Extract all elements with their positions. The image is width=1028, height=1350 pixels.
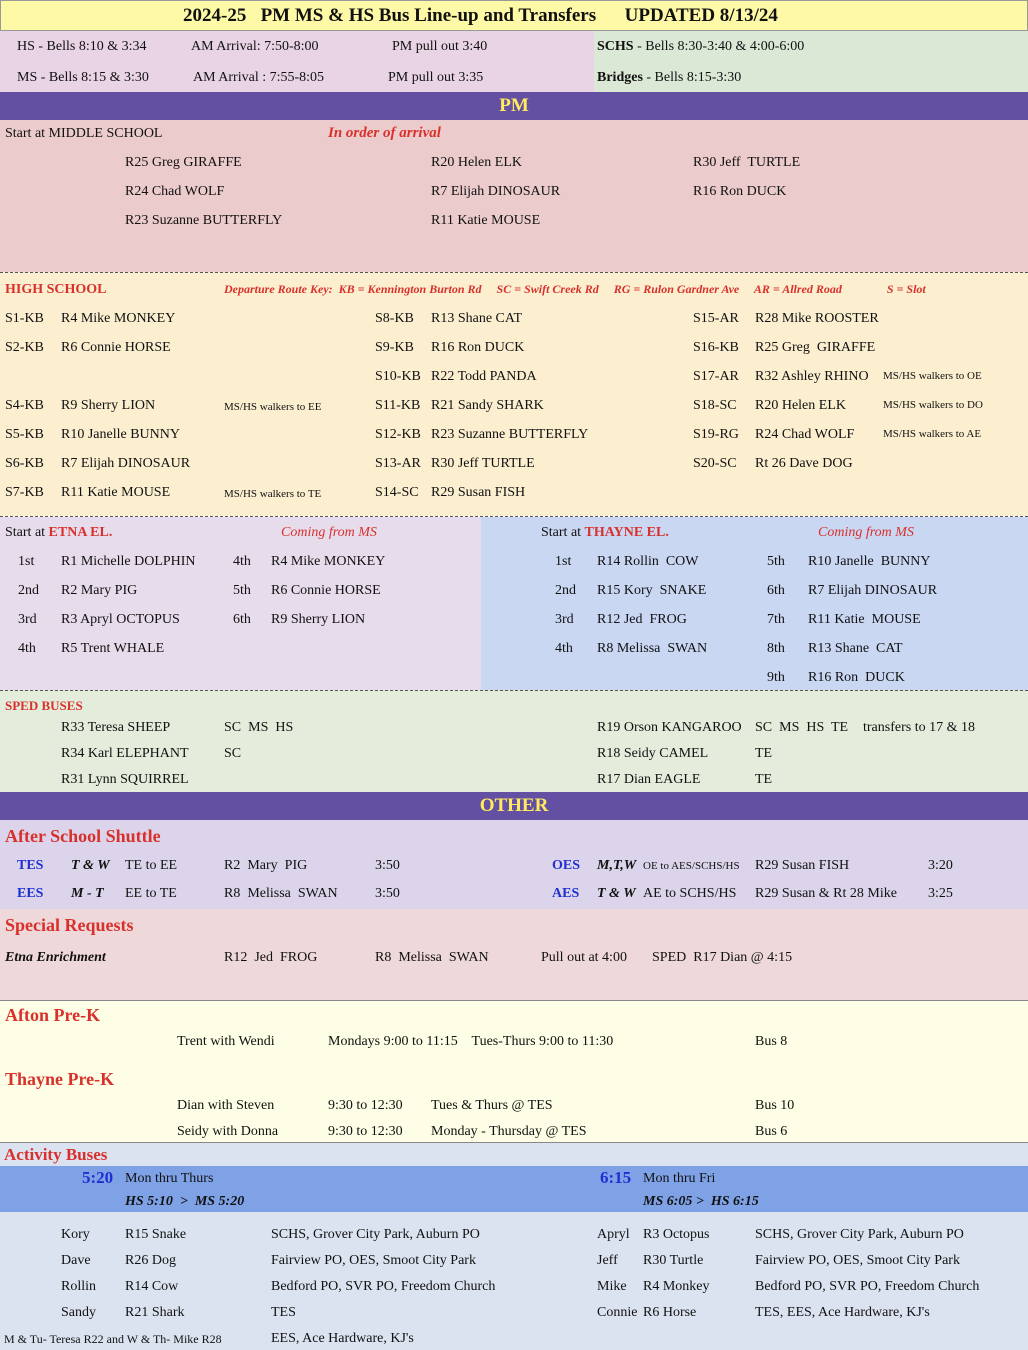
- ms-bus-item: R20 Helen ELK: [431, 155, 522, 170]
- prek-days: Tues & Thurs @ TES: [431, 1098, 553, 1113]
- thayne-start: [541, 525, 669, 541]
- hs-slot: S12-KB: [375, 427, 421, 442]
- special-bus-1: R12 Jed FROG: [224, 950, 318, 965]
- activity-bus: R15 Snake: [125, 1227, 187, 1242]
- afton-bus: Bus 8: [755, 1034, 788, 1049]
- lineup-order: 4th: [18, 641, 36, 656]
- other-section-bar: OTHER: [0, 792, 1028, 820]
- ms-bus-item: R23 Suzanne BUTTERFLY: [125, 213, 283, 228]
- shuttle-route: OE to AES/SCHS/HS: [643, 860, 740, 872]
- sped-section: [0, 690, 1028, 792]
- activity-stops: SCHS, Grover City Park, Auburn PO: [271, 1227, 480, 1242]
- sped-bus: R17 Dian EAGLE: [597, 772, 701, 787]
- sped-destination: SC MS HS TE: [755, 720, 849, 735]
- sped-bus: R33 Teresa SHEEP: [61, 720, 171, 735]
- shuttle-time: 3:50: [375, 886, 400, 901]
- activity-driver: Sandy: [61, 1305, 96, 1320]
- hs-slot: S1-KB: [5, 311, 44, 326]
- hs-bus: R13 Shane CAT: [431, 311, 522, 326]
- schs-label: SCHS: [597, 39, 634, 54]
- lineup-order: 3rd: [18, 612, 37, 627]
- afton-who: Trent with Wendi: [177, 1034, 275, 1049]
- shuttle-section: [0, 820, 1028, 909]
- bridges-bells: [597, 70, 741, 86]
- prek-who: Dian with Steven: [177, 1098, 275, 1113]
- ms-bus-item: R7 Elijah DINOSAUR: [431, 184, 561, 199]
- lineup-bus: R10 Janelle BUNNY: [808, 554, 931, 569]
- hs-slot: S18-SC: [693, 398, 737, 413]
- high-school-section: [0, 272, 1028, 516]
- lineup-order: 1st: [18, 554, 35, 569]
- lineup-order: 2nd: [555, 583, 576, 598]
- hs-bus: R30 Jeff TURTLE: [431, 456, 535, 471]
- special-pullout: Pull out at 4:00: [541, 950, 627, 965]
- ms-am-arrival: AM Arrival : 7:55-8:05: [193, 70, 325, 85]
- thayne-start-text: Start at: [541, 525, 585, 540]
- schs-text: - Bells 8:30-3:40 & 4:00-6:00: [633, 39, 805, 54]
- activity-header: [0, 1166, 1028, 1212]
- lineup-order: 1st: [555, 554, 572, 569]
- hs-bus: R29 Susan FISH: [431, 485, 526, 500]
- activity-stops: Fairview PO, OES, Smoot City Park: [271, 1253, 476, 1268]
- activity-section: [0, 1143, 1028, 1350]
- hs-bus: R4 Mike MONKEY: [61, 311, 176, 326]
- activity-bus: R14 Cow: [125, 1279, 179, 1294]
- lineup-order: 2nd: [18, 583, 39, 598]
- lineup-bus: R16 Ron DUCK: [808, 670, 905, 685]
- pm-section-bar: PM: [0, 92, 1028, 120]
- hs-walker-note: MS/HS walkers to EE: [224, 401, 322, 413]
- afton-label: Afton Pre-K: [5, 1005, 101, 1025]
- route-key: Departure Route Key: KB = Kennington Burton Rd SC = Swift Creek Rd RG = Rulon Gardner Ave AR = Allred Road S = Slot: [224, 282, 926, 296]
- bridges-text: - Bells 8:15-3:30: [642, 70, 742, 85]
- prek-bus: Bus 10: [755, 1098, 795, 1113]
- activity-stops: Bedford PO, SVR PO, Freedom Church: [271, 1279, 496, 1294]
- lineup-bus: R5 Trent WHALE: [61, 641, 165, 656]
- hs-slot: S10-KB: [375, 369, 421, 384]
- lineup-order: 9th: [767, 670, 785, 685]
- hs-slot: S11-KB: [375, 398, 421, 413]
- activity-right-days: Mon thru Fri: [643, 1171, 716, 1186]
- prek-who: Seidy with Donna: [177, 1124, 279, 1139]
- hs-slot: S19-RG: [693, 427, 739, 442]
- lineup-bus: R14 Rollin COW: [597, 554, 699, 569]
- hs-bus: R20 Helen ELK: [755, 398, 846, 413]
- activity-last-stops: EES, Ace Hardware, KJ's: [271, 1331, 414, 1346]
- hs-bus: R25 Greg GIRAFFE: [755, 340, 876, 355]
- shuttle-days: T & W: [71, 858, 110, 873]
- shuttle-label: After School Shuttle: [5, 826, 161, 846]
- shuttle-days: M,T,W: [597, 858, 637, 873]
- lineup-bus: R6 Connie HORSE: [271, 583, 381, 598]
- hs-walker-note: MS/HS walkers to DO: [883, 399, 983, 411]
- hs-bus: R22 Todd PANDA: [431, 369, 537, 384]
- lineup-order: 6th: [233, 612, 251, 627]
- hs-bus: R32 Ashley RHINO: [755, 369, 869, 384]
- sped-destination: TE: [755, 746, 773, 761]
- lineup-bus: R4 Mike MONKEY: [271, 554, 386, 569]
- lineup-bus: R8 Melissa SWAN: [597, 641, 708, 656]
- hs-slot: S14-SC: [375, 485, 419, 500]
- shuttle-route: EE to TE: [125, 886, 177, 901]
- activity-driver: Dave: [61, 1253, 91, 1268]
- shuttle-time: 3:25: [928, 886, 953, 901]
- activity-bus: R3 Octopus: [643, 1227, 710, 1242]
- prek-time: 9:30 to 12:30: [328, 1098, 403, 1113]
- hs-walker-note: MS/HS walkers to OE: [883, 370, 982, 382]
- activity-bus: R6 Horse: [643, 1305, 697, 1320]
- hs-slot: S9-KB: [375, 340, 414, 355]
- activity-stops: Bedford PO, SVR PO, Freedom Church: [755, 1279, 980, 1294]
- elementary-section: [0, 516, 1028, 690]
- afton-times: Mondays 9:00 to 11:15 Tues-Thurs 9:00 to 11:30: [328, 1034, 614, 1049]
- etna-name: ETNA EL.: [48, 525, 113, 540]
- sped-destination: SC: [224, 746, 242, 761]
- activity-bus: R30 Turtle: [643, 1253, 704, 1268]
- activity-left-days: Mon thru Thurs: [125, 1171, 214, 1186]
- shuttle-school: AES: [552, 886, 580, 901]
- hs-bus: R24 Chad WOLF: [755, 427, 855, 442]
- hs-slot: S15-AR: [693, 311, 739, 326]
- title-bar: [0, 0, 1028, 31]
- sped-transfer-note: transfers to 17 & 18: [863, 720, 975, 735]
- lineup-order: 4th: [233, 554, 251, 569]
- lineup-order: 5th: [233, 583, 251, 598]
- hs-slot: S13-AR: [375, 456, 421, 471]
- lineup-order: 5th: [767, 554, 785, 569]
- ms-bus-item: R11 Katie MOUSE: [431, 213, 541, 228]
- special-name: Etna Enrichment: [5, 950, 106, 965]
- hs-walker-note: MS/HS walkers to AE: [883, 428, 982, 440]
- hs-slot: S2-KB: [5, 340, 44, 355]
- sped-bus: R18 Seidy CAMEL: [597, 746, 709, 761]
- hs-slot: S16-KB: [693, 340, 739, 355]
- hs-walker-note: MS/HS walkers to TE: [224, 488, 322, 500]
- lineup-order: 7th: [767, 612, 785, 627]
- thayne-name: THAYNE EL.: [584, 525, 669, 540]
- shuttle-days: T & W: [597, 886, 636, 901]
- lineup-order: 6th: [767, 583, 785, 598]
- prek-time: 9:30 to 12:30: [328, 1124, 403, 1139]
- shuttle-time: 3:50: [375, 858, 400, 873]
- activity-driver: Kory: [61, 1227, 90, 1242]
- bell-schedule-header: [0, 31, 1028, 92]
- ms-start-label: Start at MIDDLE SCHOOL: [5, 126, 163, 141]
- activity-stops: TES: [271, 1305, 296, 1320]
- ms-bus-item: R24 Chad WOLF: [125, 184, 225, 199]
- etna-start-text: Start at: [5, 525, 49, 540]
- lineup-bus: R1 Michelle DOLPHIN: [61, 554, 196, 569]
- sped-destination: TE: [755, 772, 773, 787]
- lineup-order: 4th: [555, 641, 573, 656]
- ms-bells: MS - Bells 8:15 & 3:30: [17, 70, 149, 85]
- hs-am-arrival: AM Arrival: 7:50-8:00: [191, 39, 319, 54]
- thayne-prek-label: Thayne Pre-K: [5, 1069, 115, 1089]
- activity-right-schedule: MS 6:05 > HS 6:15: [643, 1194, 759, 1209]
- hs-bus: R16 Ron DUCK: [431, 340, 525, 355]
- lineup-bus: R12 Jed FROG: [597, 612, 687, 627]
- activity-label: Activity Buses: [4, 1145, 108, 1164]
- thayne-coming: Coming from MS: [818, 525, 914, 540]
- lineup-bus: R2 Mary PIG: [61, 583, 138, 598]
- hs-bus: R6 Connie HORSE: [61, 340, 171, 355]
- special-bus-2: R8 Melissa SWAN: [375, 950, 489, 965]
- shuttle-bus: R8 Melissa SWAN: [224, 886, 338, 901]
- shuttle-time: 3:20: [928, 858, 953, 873]
- schs-bells: [597, 39, 804, 55]
- hs-pm-pullout: PM pull out 3:40: [392, 39, 488, 54]
- activity-driver: Connie: [597, 1305, 638, 1320]
- activity-left-time: 5:20: [82, 1168, 114, 1187]
- hs-slot: S6-KB: [5, 456, 44, 471]
- shuttle-school: EES: [17, 886, 44, 901]
- hs-bus: R7 Elijah DINOSAUR: [61, 456, 191, 471]
- activity-bus: R21 Shark: [125, 1305, 185, 1320]
- hs-bus: R23 Suzanne BUTTERFLY: [431, 427, 589, 442]
- ms-order-note: In order of arrival: [328, 125, 441, 141]
- sped-bus: R19 Orson KANGAROO: [597, 720, 742, 735]
- lineup-order: 3rd: [555, 612, 574, 627]
- hs-bells: HS - Bells 8:10 & 3:34: [17, 39, 147, 54]
- activity-right-time: 6:15: [600, 1168, 632, 1187]
- lineup-bus: R9 Sherry LION: [271, 612, 366, 627]
- bridges-label: Bridges: [597, 70, 643, 85]
- lineup-bus: R11 Katie MOUSE: [808, 612, 921, 627]
- prek-section: [0, 1000, 1028, 1143]
- activity-stops: Fairview PO, OES, Smoot City Park: [755, 1253, 960, 1268]
- special-sped: SPED R17 Dian @ 4:15: [652, 950, 793, 965]
- shuttle-route: AE to SCHS/HS: [643, 886, 737, 901]
- hs-bus: R10 Janelle BUNNY: [61, 427, 180, 442]
- ms-bus-item: R16 Ron DUCK: [693, 184, 787, 199]
- hs-slot: S7-KB: [5, 485, 44, 500]
- shuttle-route: TE to EE: [125, 858, 178, 873]
- activity-bus: R4 Monkey: [643, 1279, 710, 1294]
- activity-last-note: M & Tu- Teresa R22 and W & Th- Mike R28: [4, 1332, 222, 1346]
- ms-pm-pullout: PM pull out 3:35: [388, 70, 484, 85]
- shuttle-bus: R2 Mary PIG: [224, 858, 308, 873]
- activity-driver: Jeff: [597, 1253, 618, 1268]
- activity-stops: TES, EES, Ace Hardware, KJ's: [755, 1305, 930, 1320]
- activity-driver: Apryl: [597, 1227, 630, 1242]
- hs-label: HIGH SCHOOL: [5, 282, 107, 297]
- activity-stops: SCHS, Grover City Park, Auburn PO: [755, 1227, 964, 1242]
- lineup-bus: R3 Apryl OCTOPUS: [61, 612, 180, 627]
- prek-bus: Bus 6: [755, 1124, 788, 1139]
- sped-destination: SC MS HS: [224, 720, 294, 735]
- hs-bus: R28 Mike ROOSTER: [755, 311, 879, 326]
- lineup-bus: R15 Kory SNAKE: [597, 583, 707, 598]
- sped-bus: R34 Karl ELEPHANT: [61, 746, 189, 761]
- hs-slot: S5-KB: [5, 427, 44, 442]
- hs-bus: R11 Katie MOUSE: [61, 485, 171, 500]
- special-requests-section: [0, 909, 1028, 1000]
- etna-coming: Coming from MS: [281, 525, 377, 540]
- page-title: 2024-25 PM MS & HS Bus Line-up and Transfers UPDATED 8/13/24: [183, 5, 778, 26]
- ms-bus-item: R30 Jeff TURTLE: [693, 155, 801, 170]
- middle-school-section: [0, 120, 1028, 272]
- lineup-bus: R13 Shane CAT: [808, 641, 903, 656]
- activity-left-schedule: HS 5:10 > MS 5:20: [125, 1194, 245, 1209]
- hs-bus: R21 Sandy SHARK: [431, 398, 544, 413]
- hs-slot: S4-KB: [5, 398, 44, 413]
- special-label: Special Requests: [5, 915, 134, 935]
- shuttle-bus: R29 Susan FISH: [755, 858, 850, 873]
- activity-driver: Rollin: [61, 1279, 97, 1294]
- etna-start: [5, 525, 112, 541]
- shuttle-school: OES: [552, 858, 581, 873]
- activity-driver: Mike: [597, 1279, 627, 1294]
- ms-bus-item: R25 Greg GIRAFFE: [125, 155, 242, 170]
- activity-bus: R26 Dog: [125, 1253, 176, 1268]
- hs-slot: S20-SC: [693, 456, 737, 471]
- hs-bus: Rt 26 Dave DOG: [755, 456, 853, 471]
- prek-days: Monday - Thursday @ TES: [431, 1124, 587, 1139]
- shuttle-bus: R29 Susan & Rt 28 Mike: [755, 886, 897, 901]
- sped-label: SPED BUSES: [5, 698, 83, 713]
- hs-slot: S17-AR: [693, 369, 739, 384]
- sped-bus: R31 Lynn SQUIRREL: [61, 772, 189, 787]
- hs-slot: S8-KB: [375, 311, 414, 326]
- lineup-bus: R7 Elijah DINOSAUR: [808, 583, 938, 598]
- hs-bus: R9 Sherry LION: [61, 398, 156, 413]
- lineup-order: 8th: [767, 641, 785, 656]
- shuttle-days: M - T: [71, 886, 104, 901]
- shuttle-school: TES: [17, 858, 44, 873]
